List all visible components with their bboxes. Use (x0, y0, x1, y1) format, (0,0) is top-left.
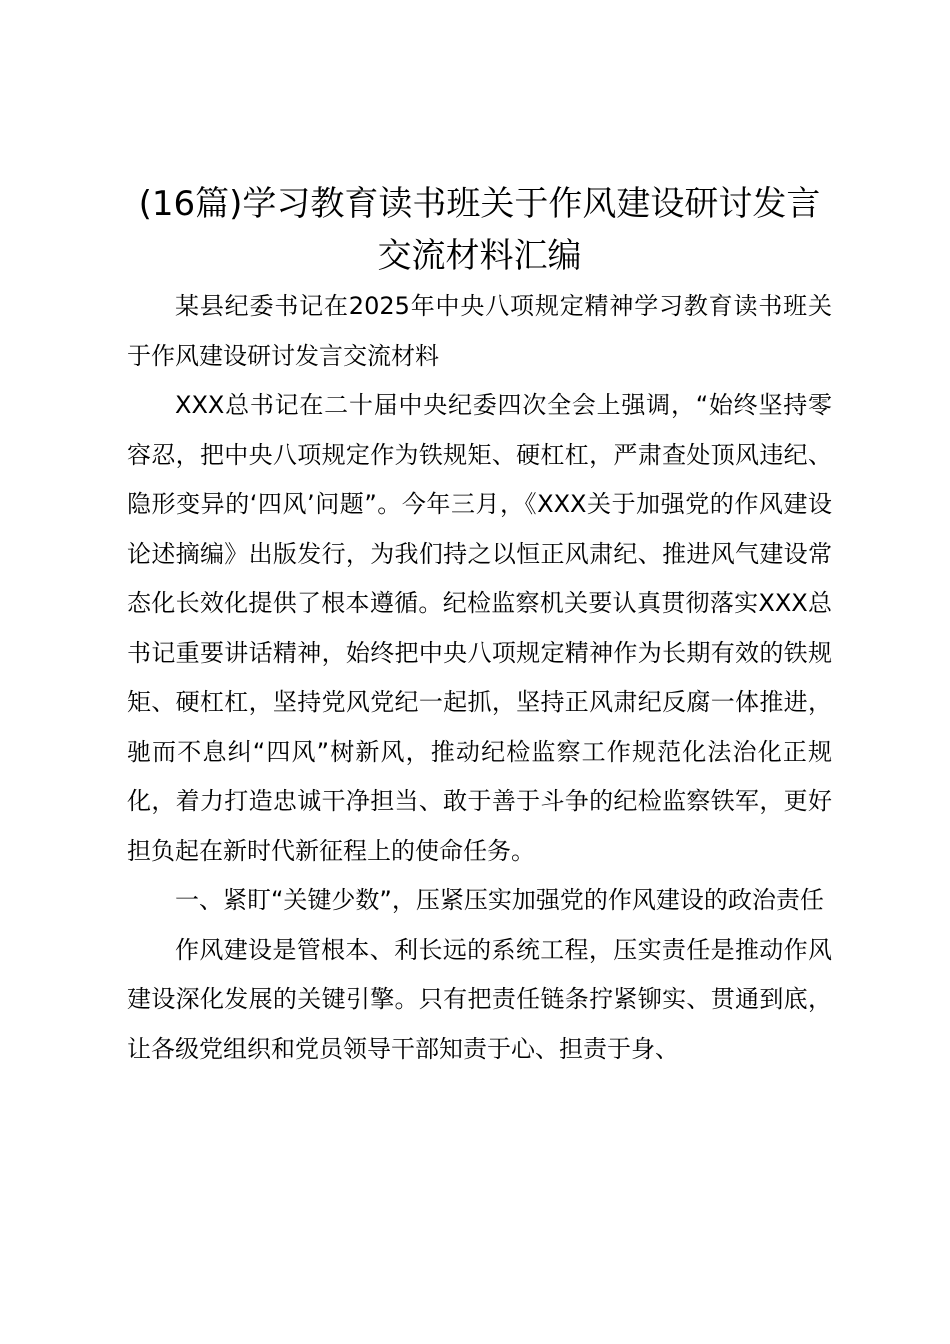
paragraph-subtitle: 某县纪委书记在2025年中央八项规定精神学习教育读书班关于作风建设研讨发言交流材料 (127, 292, 832, 370)
paragraph-intro: XXX总书记在二十届中央纪委四次全会上强调，“始终坚持零容忍，把中央八项规定作为铁规矩、硬杠杠，严肃查处顶风违纪、隐形变异的‘四风’问题”。今年三月，《XXX关于加强党的作风建设论述摘编》出版发行，为我们持之以恒正风肃纪、推进风气建设常态化长效化提供了根本遵循。纪检监察机关要认真贯彻落实XXX总书记重要讲话精神，始终把中央八项规定精神作为长期有效的铁规矩、硬杠杠，坚持党风党纪一起抓，坚持正风肃纪反腐一体推进，驰而不息纠“四风”树新风，推动纪检监察工作规范化法治化正规化，着力打造忠诚干净担当、敢于善于斗争的纪检监察铁军，更好担负起在新时代新征程上的使命任务。 (127, 391, 832, 865)
document-page (127, 178, 832, 1074)
document-title: (16篇)学习教育读书班关于作风建设研讨发言交流材料汇编 (138, 184, 821, 276)
paragraph-section-1: 作风建设是管根本、利长远的系统工程，压实责任是推动作风建设深化发展的关键引擎。只有把责任链条拧紧铆实、贯通到底，让各级党组织和党员领导干部知责于心、担责于身、 (127, 935, 832, 1063)
section-heading-1: 一、紧盯“关键少数”，压紧压实加强党的作风建设的政治责任 (175, 886, 824, 914)
